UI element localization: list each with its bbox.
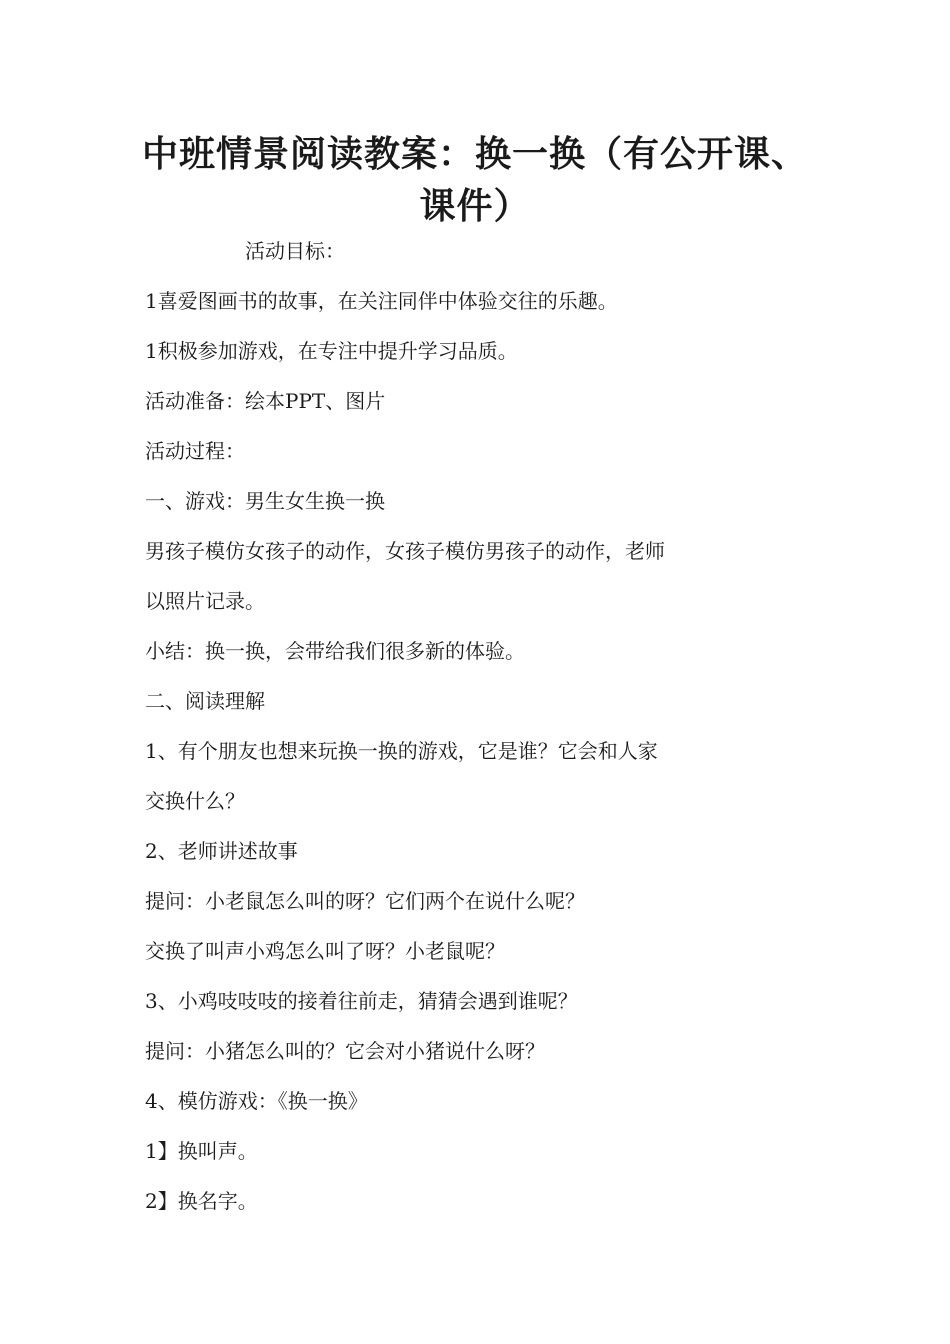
paragraph: 一、游戏：男生女生换一换: [145, 489, 385, 513]
paragraph: 1】换叫声。: [145, 1139, 258, 1163]
paragraph: 2、老师讲述故事: [145, 839, 298, 863]
paragraph: 交换了叫声小鸡怎么叫了呀？小老鼠呢？: [145, 939, 505, 963]
paragraph: 1积极参加游戏，在专注中提升学习品质。: [145, 339, 518, 363]
paragraph: 1、有个朋友也想来玩换一换的游戏，它是谁？它会和人家: [145, 739, 658, 763]
paragraph: 交换什么？: [145, 789, 245, 813]
section-heading-process: 活动过程：: [145, 439, 245, 463]
title-line-2: 课件）: [419, 185, 531, 227]
paragraph: 以照片记录。: [145, 589, 265, 613]
paragraph: 2】换名字。: [145, 1189, 258, 1213]
paragraph: 二、阅读理解: [145, 689, 265, 713]
document-title: [120, 128, 830, 232]
paragraph: 提问：小猪怎么叫的？它会对小猪说什么呀？: [145, 1039, 545, 1063]
paragraph: 活动准备：绘本PPT、图片: [145, 389, 386, 413]
paragraph: 4、模仿游戏：《换一换》: [145, 1089, 368, 1113]
paragraph: 3、小鸡吱吱吱的接着往前走，猜猜会遇到谁呢？: [145, 989, 578, 1013]
title-line-1: 中班情景阅读教案：换一换（有公开课、: [141, 133, 808, 175]
paragraph: 小结：换一换，会带给我们很多新的体验。: [145, 639, 525, 663]
section-heading-goals: 活动目标：: [245, 239, 345, 263]
paragraph: 1喜爱图画书的故事，在关注同伴中体验交往的乐趣。: [145, 289, 618, 313]
paragraph: 提问：小老鼠怎么叫的呀？它们两个在说什么呢？: [145, 889, 585, 913]
paragraph: 男孩子模仿女孩子的动作，女孩子模仿男孩子的动作，老师: [145, 539, 665, 563]
